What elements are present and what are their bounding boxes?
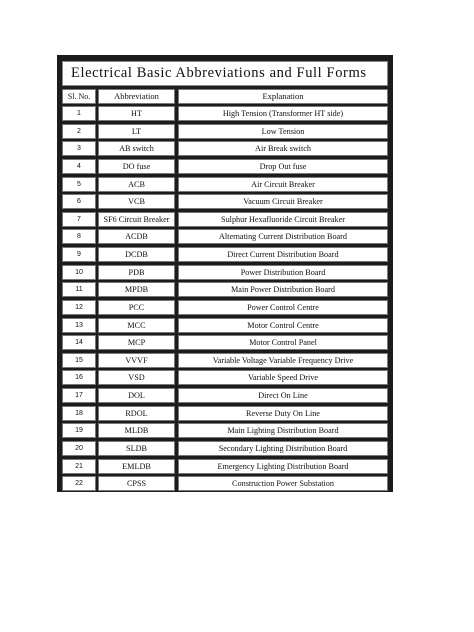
row-abbreviation: MCP bbox=[98, 335, 175, 350]
row-abbreviation: AB switch bbox=[98, 141, 175, 156]
row-sl-no: 10 bbox=[62, 265, 96, 280]
row-abbreviation: SF6 Circuit Breaker bbox=[98, 212, 175, 227]
row-abbreviation: DOL bbox=[98, 388, 175, 403]
row-sl-no: 13 bbox=[62, 318, 96, 333]
row-abbreviation: PDB bbox=[98, 265, 175, 280]
row-sl-no: 4 bbox=[62, 159, 96, 174]
row-explanation: Variable Speed Drive bbox=[178, 370, 388, 385]
row-sl-no: 16 bbox=[62, 370, 96, 385]
row-abbreviation: ACDB bbox=[98, 229, 175, 244]
row-abbreviation: PCC bbox=[98, 300, 175, 315]
row-abbreviation: DO fuse bbox=[98, 159, 175, 174]
row-sl-no: 1 bbox=[62, 106, 96, 121]
row-sl-no: 12 bbox=[62, 300, 96, 315]
row-explanation: Construction Power Substation bbox=[178, 476, 388, 491]
document-title: Electrical Basic Abbreviations and Full Forms bbox=[62, 61, 388, 86]
header-explanation: Explanation bbox=[178, 89, 388, 104]
row-abbreviation: ACB bbox=[98, 177, 175, 192]
row-explanation: Vacuum Circuit Breaker bbox=[178, 194, 388, 209]
row-explanation: Air Break switch bbox=[178, 141, 388, 156]
row-sl-no: 17 bbox=[62, 388, 96, 403]
row-sl-no: 6 bbox=[62, 194, 96, 209]
row-explanation: Variable Voltage Variable Frequency Drive bbox=[178, 353, 388, 368]
row-explanation: Drop Out fuse bbox=[178, 159, 388, 174]
row-abbreviation: CPSS bbox=[98, 476, 175, 491]
row-abbreviation: MCC bbox=[98, 318, 175, 333]
header-sl-no: Sl. No. bbox=[62, 89, 96, 104]
row-sl-no: 8 bbox=[62, 229, 96, 244]
row-sl-no: 20 bbox=[62, 441, 96, 456]
row-explanation: High Tension (Transformer HT side) bbox=[178, 106, 388, 121]
row-explanation: Secondary Lighting Distribution Board bbox=[178, 441, 388, 456]
row-explanation: Motor Control Panel bbox=[178, 335, 388, 350]
row-explanation: Main Power Distribution Board bbox=[178, 282, 388, 297]
row-explanation: Emergency Lighting Distribution Board bbox=[178, 459, 388, 474]
row-abbreviation: VCB bbox=[98, 194, 175, 209]
row-abbreviation: MPDB bbox=[98, 282, 175, 297]
row-abbreviation: HT bbox=[98, 106, 175, 121]
row-explanation: Sulphur Hexafluoride Circuit Breaker bbox=[178, 212, 388, 227]
row-sl-no: 3 bbox=[62, 141, 96, 156]
row-explanation: Alternating Current Distribution Board bbox=[178, 229, 388, 244]
row-sl-no: 19 bbox=[62, 423, 96, 438]
row-sl-no: 18 bbox=[62, 406, 96, 421]
row-explanation: Air Circuit Breaker bbox=[178, 177, 388, 192]
row-abbreviation: VSD bbox=[98, 370, 175, 385]
row-sl-no: 2 bbox=[62, 124, 96, 139]
row-abbreviation: EMLDB bbox=[98, 459, 175, 474]
row-abbreviation: RDOL bbox=[98, 406, 175, 421]
row-sl-no: 14 bbox=[62, 335, 96, 350]
row-explanation: Direct On Line bbox=[178, 388, 388, 403]
row-abbreviation: SLDB bbox=[98, 441, 175, 456]
row-sl-no: 22 bbox=[62, 476, 96, 491]
row-explanation: Power Distribution Board bbox=[178, 265, 388, 280]
row-explanation: Reverse Duty On Line bbox=[178, 406, 388, 421]
row-sl-no: 7 bbox=[62, 212, 96, 227]
row-explanation: Motor Control Centre bbox=[178, 318, 388, 333]
row-sl-no: 11 bbox=[62, 282, 96, 297]
row-explanation: Power Control Centre bbox=[178, 300, 388, 315]
row-explanation: Low Tension bbox=[178, 124, 388, 139]
row-sl-no: 15 bbox=[62, 353, 96, 368]
row-explanation: Main Lighting Distribution Board bbox=[178, 423, 388, 438]
row-abbreviation: DCDB bbox=[98, 247, 175, 262]
row-explanation: Direct Current Distribution Board bbox=[178, 247, 388, 262]
row-abbreviation: VVVF bbox=[98, 353, 175, 368]
row-abbreviation: MLDB bbox=[98, 423, 175, 438]
row-sl-no: 21 bbox=[62, 459, 96, 474]
row-sl-no: 9 bbox=[62, 247, 96, 262]
row-sl-no: 5 bbox=[62, 177, 96, 192]
header-abbreviation: Abbreviation bbox=[98, 89, 175, 104]
row-abbreviation: LT bbox=[98, 124, 175, 139]
